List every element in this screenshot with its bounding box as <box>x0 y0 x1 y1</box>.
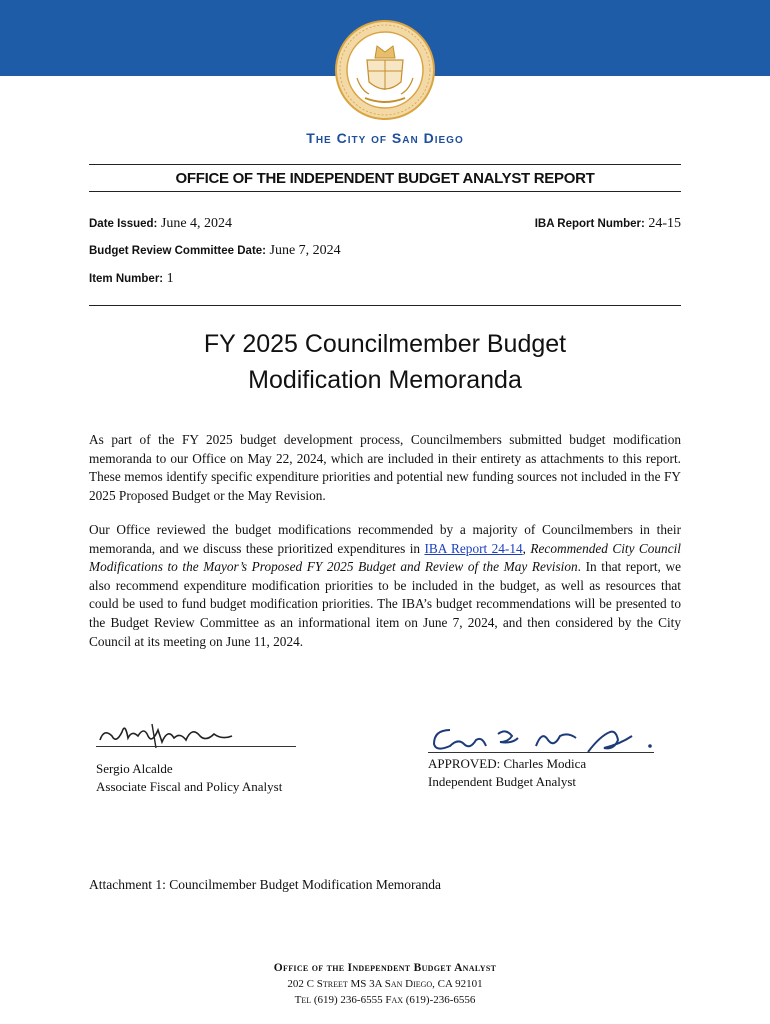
page-title-line1: FY 2025 Councilmember Budget <box>203 330 567 358</box>
signer-left-name: Sergio Alcalde <box>96 761 173 776</box>
committee-date-value: June 7, 2024 <box>269 243 341 258</box>
page-title <box>89 326 681 398</box>
paragraph-2 <box>89 521 681 651</box>
paragraph-2-text-c: . In that report, we also recommend expenditure modification priorities to be included in the budget, as well as resources that could be used to fund budget modification priorities. The IBA’s budget recommendations will be presented to the Budget Review Committee as an informational item on June 7, 2024, and then considered by the City Council at its meeting on June 11, 2024. <box>89 559 681 649</box>
iba-report-link[interactable]: IBA Report 24-14 <box>424 540 523 556</box>
item-number <box>89 271 174 287</box>
signer-right-title: Independent Budget Analyst <box>428 774 577 789</box>
date-issued-value: June 4, 2024 <box>160 216 233 231</box>
committee-date <box>89 243 341 259</box>
footer-office: Office of the Independent Budget Analyst <box>273 962 497 974</box>
city-name: The City of San Diego <box>306 130 464 146</box>
heading-rule-bottom <box>89 191 681 192</box>
footer-address: 202 C Street MS 3A San Diego, CA 92101 <box>287 978 483 990</box>
item-number-label: Item Number: <box>89 273 164 285</box>
signature-line-right <box>428 752 654 753</box>
paragraph-1: As part of the FY 2025 budget development process, Councilmembers submitted budget modification memoranda to our Office on May 22, 2024, which are included in their entirety as attachments to this report. These memos identify specific expenditure priorities and potential new funding sources not included in the FY 2025 Proposed Budget or the May Revision. <box>89 432 681 503</box>
report-number-value: 24-15 <box>648 216 681 231</box>
report-title-italic: Recommended City Council Modifications to the Mayor’s Proposed FY 2025 Budget and Review of the May Revision <box>89 540 681 575</box>
paragraph-2-text-b: , <box>522 540 531 556</box>
report-heading: OFFICE OF THE INDEPENDENT BUDGET ANALYST REPORT <box>175 170 595 187</box>
paragraph-2-text-a: Our Office reviewed the budget modifications recommended by a majority of Councilmembers in their memoranda, and we discuss these prioritized expenditures in <box>89 522 681 556</box>
signer-right-name: APPROVED: Charles Modica <box>428 756 587 771</box>
heading-rule-top <box>89 164 681 165</box>
signer-left <box>96 760 282 796</box>
footer-phone: Tel (619) 236-6555 Fax (619)-236-6556 <box>294 994 476 1006</box>
attachment-note: Attachment 1: Councilmember Budget Modification Memoranda <box>89 877 442 892</box>
report-number <box>535 216 681 232</box>
signer-right <box>428 755 586 791</box>
signer-left-title: Associate Fiscal and Policy Analyst <box>96 779 283 794</box>
date-issued-label: Date Issued: <box>89 218 158 230</box>
committee-date-label: Budget Review Committee Date: <box>89 245 267 257</box>
report-number-label: IBA Report Number: <box>534 218 645 230</box>
city-seal-logo <box>335 20 435 120</box>
meta-rule <box>89 305 681 306</box>
date-issued <box>89 216 232 232</box>
item-number-value: 1 <box>166 271 174 286</box>
signature-left-image <box>92 714 252 754</box>
page-title-line2: Modification Memoranda <box>248 366 522 394</box>
signature-line-left <box>96 746 296 747</box>
